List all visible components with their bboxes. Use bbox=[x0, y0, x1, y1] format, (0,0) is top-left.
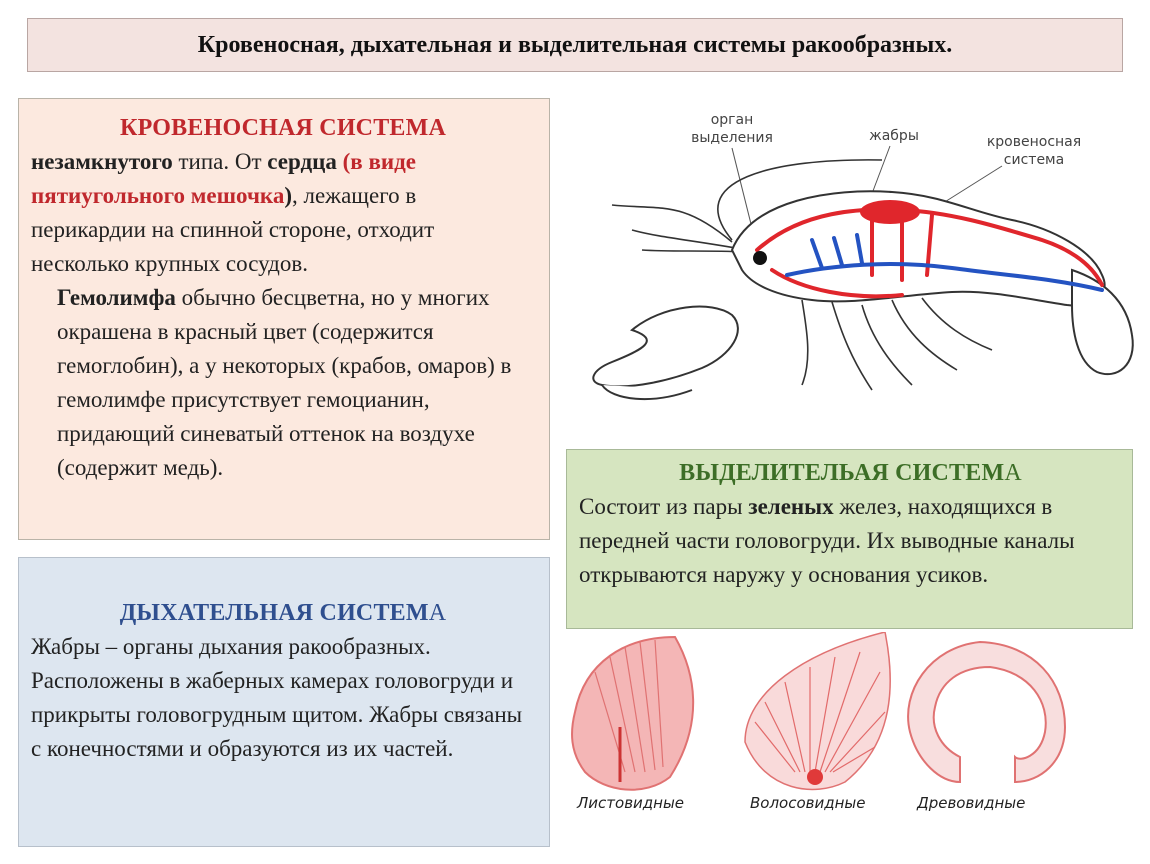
excretory-heading bbox=[579, 456, 1122, 490]
open-type-term: незамкнутого bbox=[31, 149, 173, 174]
gill-label-leaf: Листовидные bbox=[577, 794, 685, 812]
circulatory-paragraph-1 bbox=[31, 145, 535, 281]
text-fragment: ( bbox=[336, 149, 351, 174]
excretory-system-panel bbox=[566, 449, 1133, 629]
crayfish-anatomy-diagram bbox=[572, 100, 1137, 420]
gill-types-figure bbox=[565, 632, 1085, 822]
text-fragment: обычно бесцветна, но у многих окрашена в красный цвет (содержится гемоглобин), а у некоторых (крабов, омаров) в гемолимфе присутствует гемоцианин, придающий синеватый оттенок на воздухе (содержит медь). bbox=[57, 285, 512, 480]
circulatory-heading: КРОВЕНОСНАЯ СИСТЕМА bbox=[119, 115, 447, 141]
page-title: Кровеносная, дыхательная и выделительная системы ракообразных. bbox=[27, 18, 1123, 72]
heading-main: ДЫХАТЕЛЬНАЯ СИСТЕМ bbox=[119, 600, 429, 626]
text-fragment: Состоит из пары bbox=[579, 494, 749, 519]
gill-label-tree: Древовидные bbox=[917, 794, 1026, 812]
text-fragment: ) bbox=[284, 183, 292, 208]
label-gills: жабры bbox=[869, 128, 919, 144]
circulatory-paragraph-2 bbox=[31, 281, 535, 485]
respiratory-text: Жабры – органы дыхания ракообразных. Расположены в жаберных камерах головогруди и прикрыты головогрудным щитом. Жабры связаны с конечностями и образуются из их частей. bbox=[31, 634, 523, 761]
heart bbox=[860, 200, 920, 224]
respiratory-system-panel bbox=[18, 557, 550, 847]
heading-last-letter: А bbox=[1004, 460, 1022, 486]
excretory-organ bbox=[753, 251, 767, 265]
heading-main: ВЫДЕЛИТЕЛЬАЯ СИСТЕМ bbox=[679, 460, 1005, 486]
heart-shape-note: в виде пятиугольного мешочка bbox=[31, 149, 416, 208]
label-organ-line1: орган bbox=[710, 112, 754, 128]
text-fragment: , лежащего в перикардии на спинной стороне, отходит несколько крупных сосудов. bbox=[31, 183, 435, 276]
leaf-gill bbox=[572, 637, 693, 790]
hair-gill bbox=[745, 632, 890, 789]
heart-term: сердца bbox=[267, 149, 337, 174]
circulatory-system-panel bbox=[18, 98, 550, 540]
label-circ-line2: система bbox=[1003, 152, 1065, 168]
label-organ-line2: выделения bbox=[691, 130, 773, 146]
walking-legs bbox=[802, 298, 992, 390]
gill-types-drawing bbox=[565, 632, 1085, 802]
green-term: зеленых bbox=[748, 494, 834, 519]
hemolymph-term: Гемолимфа bbox=[57, 285, 176, 310]
excretory-text bbox=[579, 490, 1122, 592]
tree-gill bbox=[908, 642, 1065, 782]
respiratory-heading bbox=[31, 596, 535, 630]
text-fragment: типа. От bbox=[172, 149, 268, 174]
label-circ-line1: кровеносная bbox=[986, 134, 1082, 150]
gill-label-hair: Волосовидные bbox=[750, 794, 866, 812]
text-fragment: желез, находящихся в передней части головогруди. Их выводные каналы открываются наружу у основания усиков. bbox=[579, 494, 1075, 587]
heading-last-letter: А bbox=[428, 600, 447, 626]
